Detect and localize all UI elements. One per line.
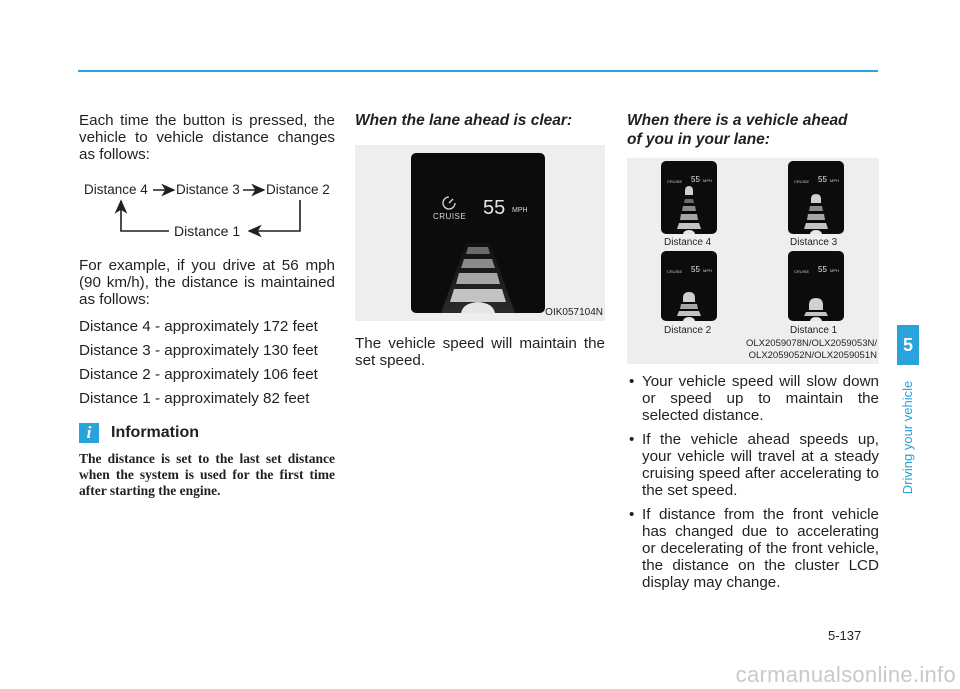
information-text: The distance is set to the last set distance when the system is used for the first time after starting the engine. bbox=[79, 451, 335, 498]
set-speed: 55 bbox=[691, 175, 700, 184]
clear-lane-text: The vehicle speed will maintain the set speed. bbox=[355, 335, 605, 369]
list-item: Distance 3 - approximately 130 feet bbox=[79, 342, 318, 359]
road-graphic bbox=[661, 251, 717, 321]
road-graphic bbox=[411, 153, 545, 313]
distance-cycle-diagram bbox=[79, 173, 335, 249]
distance-list bbox=[79, 318, 335, 407]
intro-paragraph: Each time the button is pressed, the vehicle to vehicle distance changes as follows: bbox=[79, 112, 335, 163]
cluster-distance-2 bbox=[661, 251, 717, 321]
lane-clear-heading: When the lane ahead is clear: bbox=[355, 112, 573, 129]
left-column bbox=[79, 112, 335, 499]
label-distance-2: Distance 2 bbox=[664, 325, 712, 336]
cluster-figure-clear bbox=[355, 145, 605, 321]
list-item: Distance 2 - approximately 106 feet bbox=[79, 366, 318, 383]
speed-unit: MPH bbox=[512, 207, 528, 214]
diagram-distance-1: Distance 1 bbox=[174, 223, 241, 239]
information-title: Information bbox=[111, 424, 199, 441]
road-graphic bbox=[788, 161, 844, 234]
set-speed: 55 bbox=[483, 197, 506, 219]
bullet-list bbox=[627, 373, 879, 591]
speed-unit: MPH bbox=[703, 268, 712, 273]
cluster-display bbox=[411, 153, 545, 313]
page-number: 5-137 bbox=[828, 628, 862, 643]
vehicle-ahead-heading-line2: of you in your lane: bbox=[627, 131, 770, 148]
list-item: Distance 4 - approximately 172 feet bbox=[79, 318, 318, 335]
cruise-label: CRUISE bbox=[433, 212, 467, 221]
speed-unit: MPH bbox=[830, 178, 839, 183]
cruise-label: CRUISE bbox=[794, 269, 810, 274]
set-speed: 55 bbox=[691, 265, 700, 274]
middle-column bbox=[355, 112, 605, 379]
road-graphic bbox=[661, 161, 717, 234]
cruise-label: CRUISE bbox=[667, 269, 683, 274]
cruise-label: CRUISE bbox=[667, 179, 683, 184]
speed-unit: MPH bbox=[830, 268, 839, 273]
vehicle-ahead-heading-line1: When there is a vehicle ahead bbox=[627, 112, 848, 129]
diagram-distance-3: Distance 3 bbox=[176, 182, 240, 197]
cluster-figure-vehicle-ahead bbox=[627, 158, 879, 364]
cluster-distance-4 bbox=[661, 161, 717, 234]
chapter-title bbox=[897, 372, 919, 502]
list-item: Distance 1 - approximately 82 feet bbox=[79, 390, 310, 407]
cluster-distance-3 bbox=[788, 161, 844, 234]
cruise-gauge-icon bbox=[441, 195, 457, 211]
example-paragraph: For example, if you drive at 56 mph (90 km/h), the distance is maintained as follows: bbox=[79, 257, 335, 308]
right-column bbox=[627, 112, 879, 598]
cluster-distance-1 bbox=[788, 251, 844, 321]
diagram-distance-4: Distance 4 bbox=[84, 182, 148, 197]
cruise-label: CRUISE bbox=[794, 179, 810, 184]
chapter-title-text: Driving your vehicle bbox=[900, 380, 916, 494]
information-icon: i bbox=[79, 423, 99, 443]
label-distance-3: Distance 3 bbox=[790, 237, 838, 248]
list-item: • If distance from the front vehicle has changed due to accelerating or decelerating of the front vehicle, the distance on the cluster LCD display may change. bbox=[627, 506, 879, 591]
speed-unit: MPH bbox=[703, 178, 712, 183]
set-speed: 55 bbox=[818, 265, 827, 274]
road-graphic bbox=[788, 251, 844, 321]
label-distance-1: Distance 1 bbox=[790, 325, 838, 336]
set-speed: 55 bbox=[818, 175, 827, 184]
figure-code: OIK057104N bbox=[545, 307, 603, 318]
list-item: • Your vehicle speed will slow down or speed up to maintain the selected distance. bbox=[627, 373, 879, 424]
list-item: • If the vehicle ahead speeds up, your vehicle will travel at a steady cruising speed after accelerating to the set speed. bbox=[627, 431, 879, 499]
diagram-distance-2: Distance 2 bbox=[266, 182, 330, 197]
figure-code-line2: OLX2059052N/OLX2059051N bbox=[748, 350, 877, 361]
header-rule bbox=[78, 70, 878, 72]
chapter-tab: 5 bbox=[897, 325, 919, 365]
label-distance-4: Distance 4 bbox=[664, 237, 712, 248]
watermark: carmanualsonline.info bbox=[735, 662, 956, 687]
figure-code-line1: OLX2059078N/OLX2059053N/ bbox=[746, 338, 877, 349]
information-header bbox=[79, 423, 335, 443]
